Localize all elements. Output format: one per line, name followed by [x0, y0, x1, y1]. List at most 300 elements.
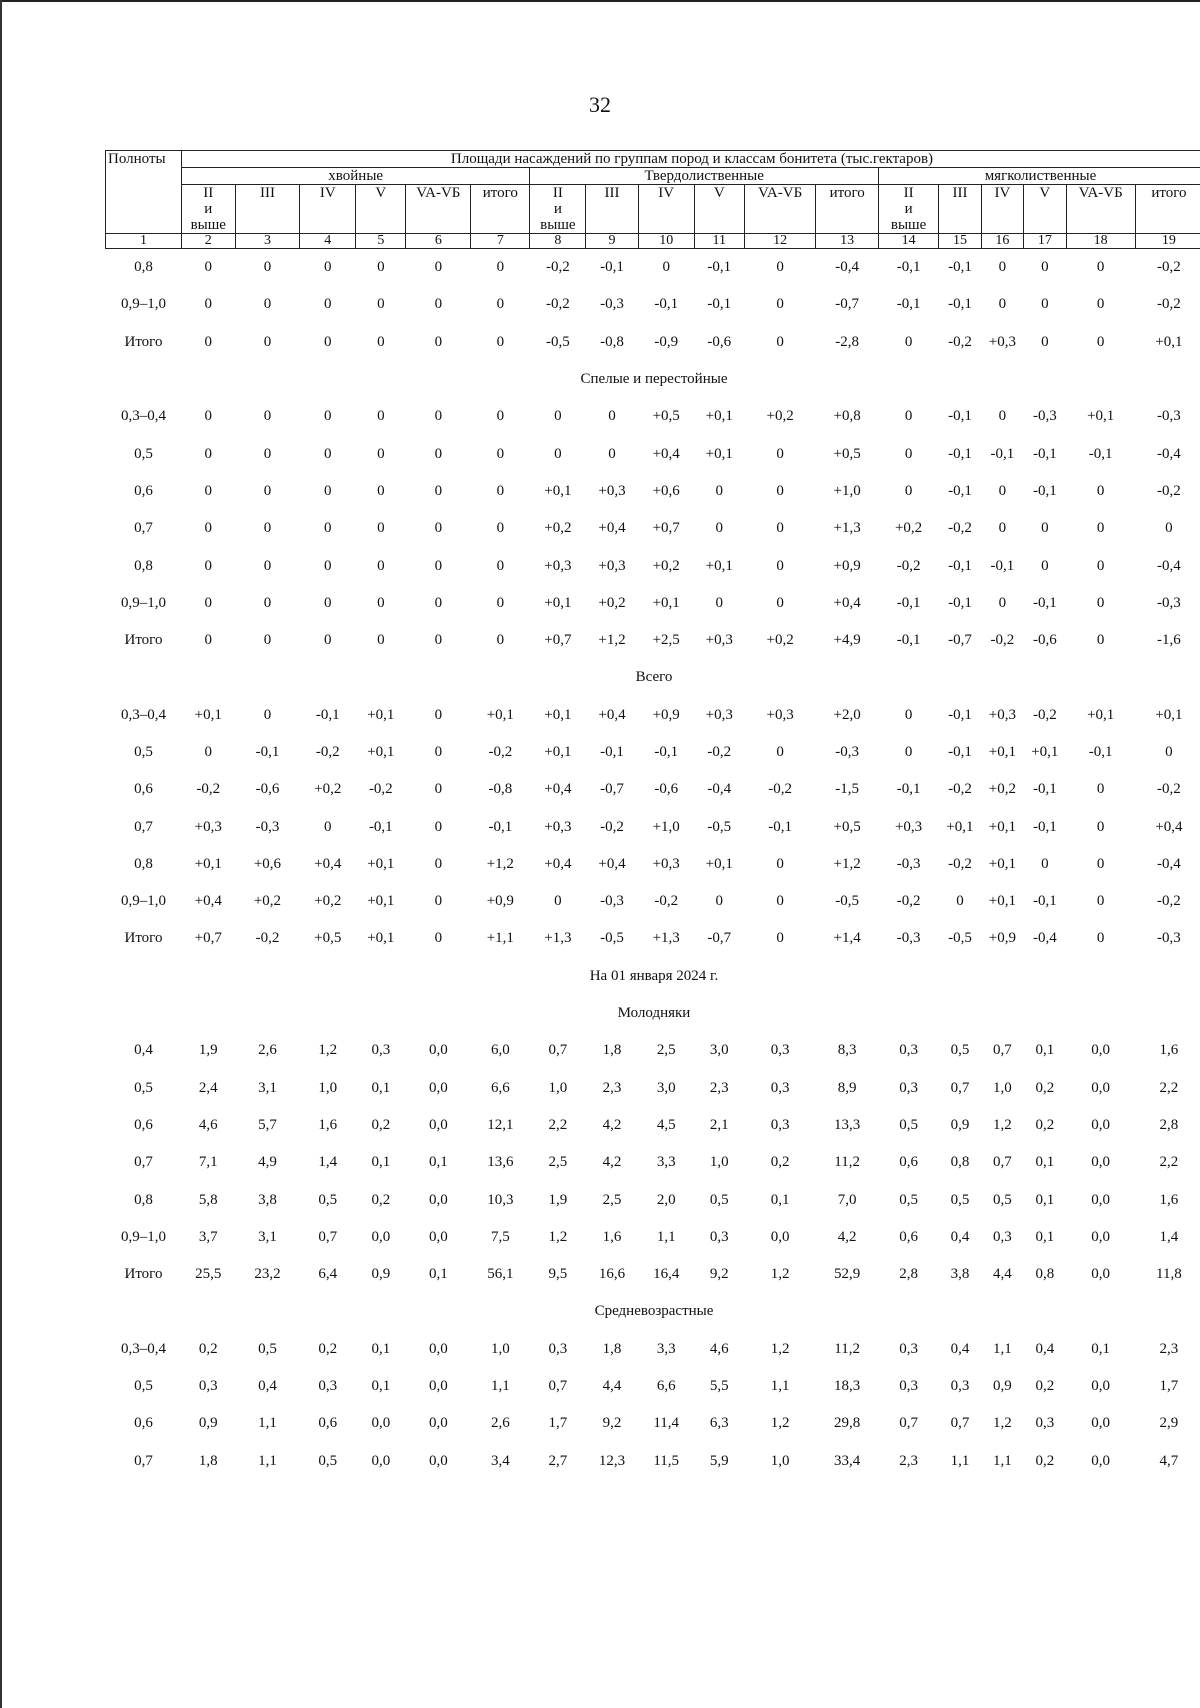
table-cell: 11,2 — [834, 1154, 860, 1171]
table-cell: 0,5 — [899, 1116, 918, 1133]
table-cell: 1,4 — [318, 1154, 338, 1171]
table-cell: -0,1 — [948, 445, 972, 462]
row-label: 0,9–1,0 — [120, 893, 166, 910]
table-cell: 0 — [496, 296, 505, 313]
table-row — [106, 286, 1200, 323]
header-class-label — [1135, 185, 1200, 234]
table-cell: -0,7 — [948, 632, 972, 649]
table-cell: 1,1 — [258, 1452, 277, 1469]
header-class-label-line: III — [259, 185, 275, 201]
table-row — [106, 547, 1200, 584]
column-number: 2 — [181, 234, 235, 249]
table-cell: 4,5 — [656, 1116, 676, 1133]
table-cell: 0 — [1096, 893, 1105, 910]
header-class-label-line: выше — [540, 217, 576, 233]
table-cell: 3,0 — [656, 1079, 676, 1096]
table-cell: -0,1 — [600, 259, 624, 276]
table-cell: 0 — [324, 296, 332, 313]
table-cell: 12,1 — [487, 1116, 514, 1133]
table-cell: 0 — [204, 445, 212, 462]
header-class-label-line: V — [713, 185, 725, 201]
table-cell: 0 — [904, 706, 913, 723]
header-class-label-line: выше — [190, 217, 226, 233]
table-cell: +1,3 — [544, 930, 572, 947]
table-cell: -0,2 — [896, 893, 921, 910]
table-cell: 6,6 — [656, 1378, 676, 1395]
table-cell: +2,0 — [833, 706, 861, 723]
table-cell: 0 — [263, 445, 272, 462]
table-cell: +1,3 — [652, 930, 680, 947]
table-cell: +0,4 — [652, 445, 680, 462]
column-number: 16 — [981, 234, 1023, 249]
table-cell: 0 — [434, 594, 443, 611]
table-cell: -0,1 — [948, 408, 972, 425]
table-cell: 0,3 — [899, 1378, 918, 1395]
table-cell: 0 — [776, 333, 784, 350]
header-title: Площади насаждений по группам пород и классам бонитета (тыс.гектаров) — [181, 151, 1200, 168]
row-label: 0,6 — [134, 482, 153, 499]
table-cell: +0,2 — [766, 632, 794, 649]
table-cell: 10,3 — [487, 1191, 514, 1208]
table-cell: 2,6 — [490, 1415, 510, 1432]
table-cell: +0,3 — [598, 482, 626, 499]
table-cell: -0,3 — [1157, 594, 1181, 611]
table-cell: 0,8 — [1035, 1266, 1055, 1283]
table-cell: 2,2 — [548, 1116, 568, 1133]
table-cell: 0,7 — [899, 1415, 918, 1432]
table-cell: 0 — [715, 482, 723, 499]
table-cell: -0,2 — [368, 781, 393, 798]
table-cell: +0,1 — [367, 930, 395, 947]
table-cell: +2,5 — [652, 632, 680, 649]
table-cell: 0 — [1041, 259, 1049, 276]
table-cell: 1,8 — [602, 1042, 622, 1059]
table-cell: +0,4 — [833, 594, 861, 611]
table-cell: 0,0 — [428, 1452, 448, 1469]
table-row — [106, 398, 1200, 435]
column-number: 7 — [471, 234, 530, 249]
table-cell: 0 — [554, 408, 562, 425]
header-class-label-line: II — [203, 185, 214, 201]
table-cell: 0,1 — [428, 1154, 448, 1171]
column-number: 17 — [1024, 234, 1066, 249]
table-cell: 0 — [377, 296, 385, 313]
table-cell: -0,2 — [948, 333, 972, 350]
table-cell: 0 — [204, 632, 212, 649]
header-class-label-line: IV — [994, 185, 1011, 201]
table-cell: +0,4 — [314, 855, 342, 872]
table-cell: 3,3 — [656, 1340, 676, 1357]
table-cell: +0,5 — [833, 445, 861, 462]
table-cell: +0,2 — [544, 520, 572, 537]
table-cell: -0,1 — [990, 445, 1015, 462]
table-cell: 2,5 — [548, 1154, 568, 1171]
table-row — [106, 473, 1200, 510]
table-cell: +1,4 — [833, 930, 861, 947]
section-title: Средневозрастные — [594, 1303, 714, 1320]
table-cell: 0,7 — [993, 1042, 1012, 1059]
table-cell: 16,4 — [653, 1266, 680, 1283]
table-row — [106, 249, 1200, 287]
table-cell: 0 — [776, 930, 784, 947]
table-cell: 0 — [1096, 259, 1105, 276]
header-class-label-line: итого — [482, 185, 518, 201]
table-cell: 1,8 — [602, 1340, 622, 1357]
table-cell: 0 — [1165, 744, 1173, 760]
header-class-label — [744, 185, 815, 234]
table-cell: 0 — [1096, 930, 1105, 947]
table-cell: 1,1 — [993, 1340, 1012, 1357]
table-cell: 0,0 — [1091, 1415, 1111, 1432]
table-cell: 1,6 — [1159, 1191, 1179, 1208]
header-class-label — [586, 185, 639, 234]
table-cell: 0 — [715, 520, 723, 537]
table-row — [106, 1443, 1200, 1480]
table-cell: 0,9 — [950, 1116, 970, 1133]
row-label: 0,7 — [134, 1154, 153, 1171]
table-cell: -0,2 — [1157, 259, 1181, 276]
table-cell: +0,2 — [253, 893, 282, 910]
table-cell: -0,2 — [1157, 781, 1181, 798]
column-number: 19 — [1135, 234, 1200, 249]
table-cell: 0 — [1096, 855, 1105, 872]
table-cell: 0 — [434, 930, 443, 947]
table-cell: +0,3 — [766, 706, 794, 723]
table-cell: 0 — [776, 594, 784, 611]
table-cell: 0 — [496, 520, 505, 537]
header-class-label-line: IV — [658, 185, 675, 201]
table-cell: 16,6 — [598, 1266, 626, 1283]
table-cell: +0,1 — [1087, 408, 1115, 425]
table-cell: 0 — [776, 482, 784, 499]
table-cell: 0 — [377, 520, 385, 537]
table-cell: 0,0 — [428, 1042, 448, 1059]
section-title-row — [106, 1293, 1200, 1330]
column-number: 4 — [300, 234, 356, 249]
table-cell: +0,4 — [598, 855, 626, 872]
table-cell: -0,2 — [768, 781, 792, 798]
table-cell: +0,1 — [367, 855, 395, 872]
table-cell: 2,3 — [1159, 1340, 1179, 1357]
table-cell: 0,3 — [899, 1042, 918, 1059]
table-cell: 6,6 — [490, 1079, 510, 1096]
table-cell: 0,0 — [1091, 1378, 1111, 1395]
table-row — [106, 1368, 1200, 1405]
table-cell: 0,1 — [1035, 1042, 1055, 1059]
table-cell: -0,1 — [896, 296, 921, 313]
header-class-label — [638, 185, 694, 234]
row-label: Итого — [124, 632, 163, 649]
table-cell: 0 — [434, 259, 443, 276]
header-class-label-line: выше — [890, 217, 927, 233]
table-cell: 0 — [434, 333, 443, 350]
table-cell: -0,3 — [896, 930, 921, 947]
table-cell: +0,1 — [988, 893, 1016, 910]
table-cell: 0 — [904, 744, 913, 760]
table-cell: -0,1 — [1032, 594, 1057, 611]
table-cell: 3,7 — [198, 1228, 218, 1245]
table-cell: +0,1 — [544, 594, 572, 611]
table-cell: +0,2 — [314, 781, 342, 798]
table-cell: 0 — [998, 296, 1007, 313]
table-cell: -0,8 — [488, 781, 513, 798]
header-group-hardwoods: Твердолиственные — [530, 168, 878, 185]
header-class-label — [300, 185, 356, 234]
table-cell: 2,6 — [258, 1042, 277, 1059]
header-class-label-line: VA-VБ — [1078, 185, 1123, 201]
table-cell: 0 — [204, 594, 212, 611]
table-cell: 0,3 — [548, 1340, 568, 1357]
table-cell: 4,6 — [198, 1116, 218, 1133]
table-cell: 0 — [715, 594, 723, 611]
table-cell: 0,8 — [950, 1154, 970, 1171]
column-number: 15 — [939, 234, 981, 249]
table-cell: 0 — [377, 557, 385, 574]
table-cell: +1,2 — [833, 855, 861, 872]
table-cell: 0,5 — [899, 1191, 918, 1208]
table-cell: +0,9 — [833, 557, 861, 574]
table-cell: 0,3 — [709, 1228, 729, 1245]
header-class-label-line: II — [552, 185, 563, 201]
table-row — [106, 883, 1200, 920]
table-cell: -0,1 — [654, 744, 679, 760]
table-cell: 4,7 — [1159, 1452, 1179, 1469]
table-cell: 0 — [377, 632, 385, 649]
table-cell: 0,9 — [993, 1378, 1012, 1395]
table-cell: 0 — [263, 520, 272, 537]
table-cell: 0 — [434, 893, 443, 910]
table-cell: +1,0 — [833, 482, 861, 499]
table-cell: 0 — [434, 445, 443, 462]
header-class-label-line: итого — [829, 185, 865, 201]
table-cell: -0,1 — [948, 594, 972, 611]
table-cell: 0,1 — [371, 1079, 391, 1096]
row-label: 0,6 — [134, 781, 153, 798]
table-cell: 0,0 — [1091, 1452, 1111, 1469]
table-cell: +1,2 — [486, 855, 514, 872]
table-cell: +0,6 — [652, 482, 680, 499]
table-cell: 0,7 — [993, 1154, 1012, 1171]
table-cell: 0,0 — [1091, 1266, 1111, 1283]
header-number-row — [106, 234, 1200, 249]
table-cell: 0,3 — [770, 1079, 790, 1096]
table-row — [106, 920, 1200, 957]
table-cell: 0,3 — [993, 1228, 1012, 1245]
table-cell: 0 — [204, 408, 212, 425]
column-number: 11 — [694, 234, 744, 249]
table-cell: 0 — [904, 445, 913, 462]
header-class-label-line: V — [1039, 185, 1051, 201]
table-cell: 0,4 — [950, 1228, 970, 1245]
header-class-label-line: VA-VБ — [416, 185, 461, 201]
header-class-label — [1024, 185, 1066, 234]
table-cell: +0,1 — [705, 408, 733, 425]
table-cell: 0 — [377, 259, 385, 276]
table-cell: 0 — [434, 781, 443, 798]
section-title-row — [106, 659, 1200, 696]
table-cell: +0,1 — [652, 594, 680, 611]
table-cell: 0 — [998, 408, 1007, 425]
table-cell: 0 — [998, 259, 1007, 276]
table-cell: +0,1 — [1155, 333, 1183, 350]
table-cell: 25,5 — [195, 1266, 222, 1283]
table-body — [106, 249, 1200, 1480]
table-cell: +0,7 — [194, 930, 222, 947]
table-cell: -0,5 — [545, 333, 570, 350]
table-cell: 0 — [776, 855, 784, 872]
table-cell: +1,0 — [652, 818, 680, 835]
table-cell: 0,7 — [950, 1415, 970, 1432]
table-cell: 0,2 — [1035, 1452, 1055, 1469]
table-cell: -0,2 — [315, 744, 340, 760]
table-cell: +0,1 — [194, 706, 222, 723]
header-class-label-line: V — [375, 185, 387, 201]
table-cell: 0 — [204, 520, 212, 537]
table-cell: -0,1 — [896, 632, 921, 649]
table-cell: 0,5 — [318, 1452, 338, 1469]
table-cell: +0,4 — [194, 893, 222, 910]
table-cell: 0 — [263, 557, 272, 574]
table-cell: 1,0 — [318, 1079, 338, 1096]
table-cell: 0 — [377, 445, 385, 462]
table-cell: -0,2 — [1157, 296, 1181, 313]
column-number: 18 — [1066, 234, 1135, 249]
table-cell: 0,7 — [548, 1042, 568, 1059]
table-cell: -0,3 — [1157, 930, 1181, 947]
table-cell: 13,3 — [834, 1116, 861, 1133]
table-cell: 0 — [263, 259, 272, 276]
table-cell: 1,2 — [993, 1415, 1012, 1432]
column-number: 13 — [816, 234, 879, 249]
table-cell: 0,0 — [428, 1079, 448, 1096]
table-cell: +0,2 — [766, 408, 794, 425]
table-cell: 12,3 — [598, 1452, 626, 1469]
table-row — [106, 1107, 1200, 1144]
table-cell: 0 — [324, 557, 332, 574]
table-cell: 0 — [204, 482, 212, 499]
table-cell: 0 — [263, 632, 272, 649]
table-cell: 0,0 — [371, 1228, 391, 1245]
header-class-label-line: VA-VБ — [758, 185, 803, 201]
table-cell: 0 — [1096, 594, 1105, 611]
table-cell: 0 — [776, 259, 784, 276]
header-class-label-line: IV — [319, 185, 336, 201]
table-cell: 1,1 — [656, 1228, 676, 1245]
table-cell: 1,1 — [258, 1415, 277, 1432]
table-cell: 2,3 — [709, 1079, 729, 1096]
header-group-conifers: хвойные — [181, 168, 529, 185]
table-cell: 8,9 — [837, 1079, 857, 1096]
section-title: На 01 января 2024 г. — [589, 967, 719, 984]
table-cell: 0 — [377, 594, 385, 611]
table-cell: -0,2 — [545, 259, 570, 276]
column-number: 5 — [356, 234, 406, 249]
table-cell: +0,1 — [1155, 706, 1183, 723]
table-cell: -0,1 — [768, 818, 792, 835]
table-cell: 1,2 — [770, 1340, 790, 1357]
table-cell: 1,1 — [490, 1378, 510, 1395]
table-cell: 5,5 — [709, 1378, 729, 1395]
section-title-row — [106, 958, 1200, 995]
table-cell: 0 — [904, 482, 913, 499]
table-cell: 7,1 — [198, 1154, 218, 1171]
table-cell: 0 — [324, 333, 332, 350]
table-cell: +0,4 — [598, 706, 626, 723]
table-cell: 0,0 — [1091, 1116, 1111, 1133]
section-title: Спелые и перестойные — [580, 371, 728, 388]
table-cell: 0 — [904, 408, 913, 425]
row-label: 0,7 — [134, 520, 153, 537]
row-label: 0,9–1,0 — [120, 594, 166, 611]
table-cell: 0 — [377, 408, 385, 425]
table-cell: +0,1 — [1087, 706, 1115, 723]
table-cell: +0,3 — [194, 818, 222, 835]
table-cell: -0,7 — [707, 930, 732, 947]
table-cell: 18,3 — [834, 1378, 861, 1395]
table-cell: 3,1 — [258, 1228, 277, 1245]
table-cell: +0,1 — [367, 744, 395, 760]
table-cell: 0 — [554, 893, 562, 910]
table-cell: 0 — [1041, 855, 1049, 872]
table-cell: 0 — [1096, 632, 1105, 649]
table-cell: 0 — [1041, 557, 1049, 574]
table-cell: -0,5 — [707, 818, 732, 835]
header-class-label — [181, 185, 235, 234]
table-cell: -0,1 — [896, 259, 921, 276]
header-class-label-line: II — [903, 185, 914, 201]
table-row — [106, 1256, 1200, 1293]
table-cell: 0 — [662, 259, 670, 276]
header-class-label-line: итого — [1151, 185, 1187, 201]
row-label: 0,6 — [134, 1415, 153, 1432]
table-cell: +0,1 — [544, 482, 572, 499]
table-cell: 1,0 — [548, 1079, 568, 1096]
table-cell: 0,0 — [371, 1452, 391, 1469]
table-cell: +0,1 — [367, 706, 395, 723]
table-cell: -0,1 — [948, 482, 972, 499]
table-cell: 2,8 — [1159, 1116, 1179, 1133]
column-number: 6 — [406, 234, 471, 249]
scan-border-left — [0, 0, 2, 1708]
table-cell: +0,1 — [367, 893, 395, 910]
row-label: 0,5 — [134, 445, 153, 462]
table-cell: -0,1 — [990, 557, 1015, 574]
table-cell: 2,9 — [1159, 1415, 1179, 1432]
table-cell: 0,3 — [198, 1378, 218, 1395]
table-cell: +0,7 — [652, 520, 680, 537]
table-cell: 0 — [1096, 482, 1105, 499]
table-cell: +0,1 — [705, 557, 733, 574]
table-cell: -0,1 — [600, 744, 624, 760]
table-cell: 0,5 — [993, 1191, 1012, 1208]
table-cell: 0 — [1096, 296, 1105, 313]
row-label: 0,8 — [134, 855, 153, 872]
table-cell: +0,1 — [988, 744, 1016, 760]
table-cell: -0,4 — [1157, 855, 1181, 872]
table-cell: 0 — [324, 520, 332, 537]
table-cell: 2,2 — [1159, 1154, 1179, 1171]
table-cell: -0,9 — [654, 333, 679, 350]
table-cell: 0,1 — [1035, 1154, 1055, 1171]
table-cell: 1,7 — [548, 1415, 568, 1432]
table-cell: +0,2 — [314, 893, 342, 910]
table-cell: -0,4 — [1157, 557, 1181, 574]
table-cell: -0,1 — [948, 706, 972, 723]
table-cell: 0,0 — [1091, 1079, 1111, 1096]
table-cell: 0,0 — [428, 1340, 448, 1357]
table-cell: 0,9 — [198, 1415, 218, 1432]
table-cell: 4,2 — [602, 1154, 622, 1171]
